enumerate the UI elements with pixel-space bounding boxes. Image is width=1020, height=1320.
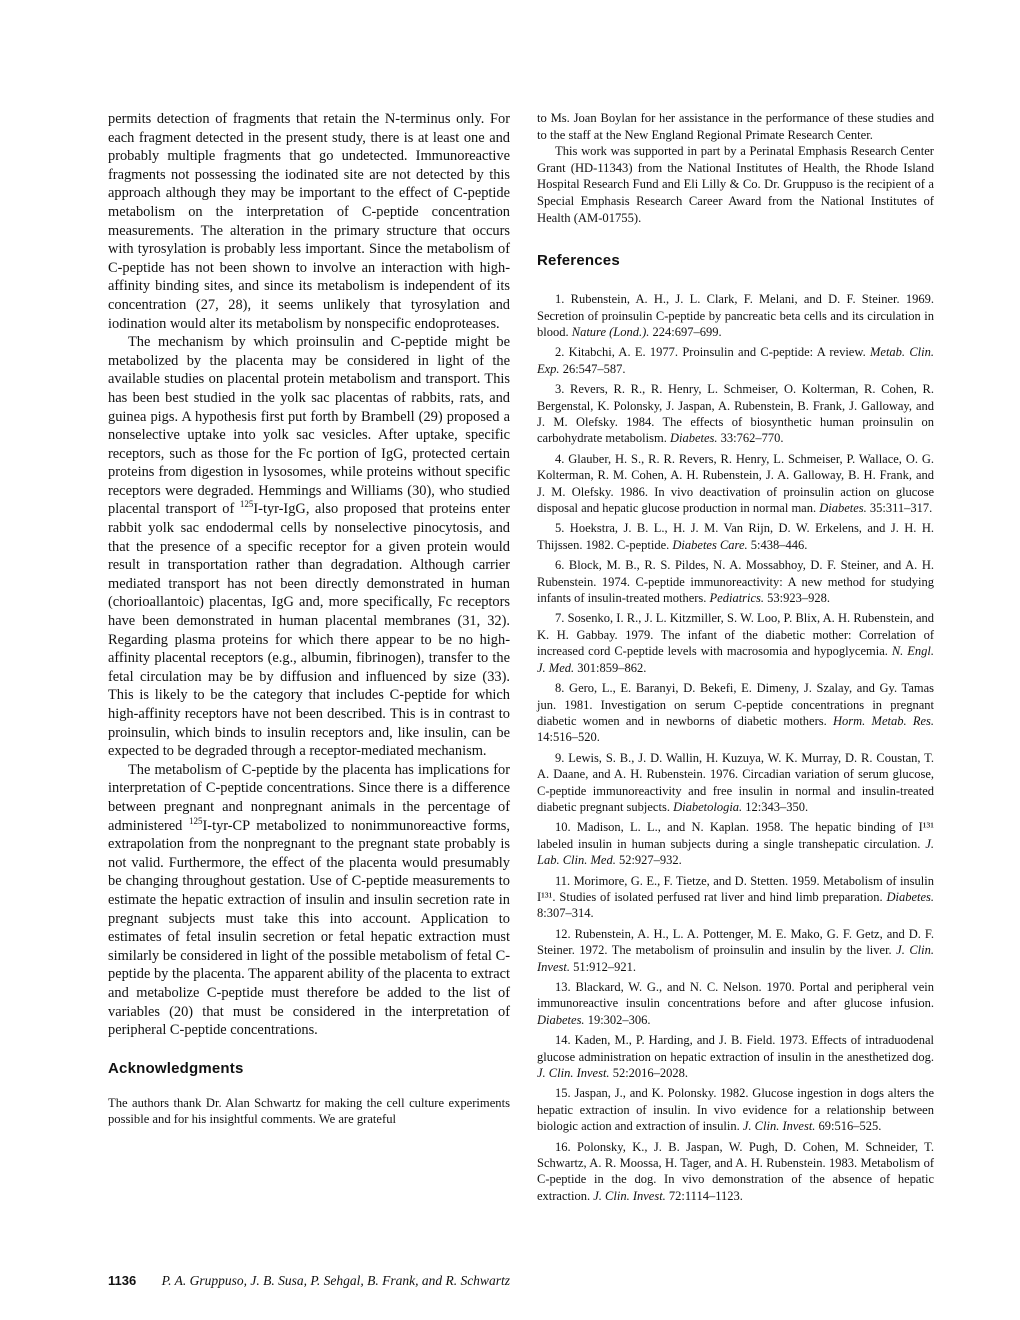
reference-text: 6. Block, M. B., R. S. Pildes, N. A. Mossabhoy, D. F. Steiner, and A. H. Rubenstein. 1974. C-peptide immunoreactivity: A new method for studying infants of insulin-treated mothers. <box>537 558 934 606</box>
citation-volume: 14:516–520. <box>537 730 600 745</box>
isotope-superscript: 125 <box>239 499 254 510</box>
citation-volume: 69:516–525. <box>815 1119 882 1134</box>
left-column <box>108 110 510 1128</box>
journal-name: Diabetes. <box>537 1012 585 1027</box>
reference-item <box>537 680 934 746</box>
journal-name: Nature (Lond.). <box>571 324 650 339</box>
reference-text: 3. Revers, R. R., R. Henry, L. Schmeiser, O. Kolterman, R. Cohen, R. Bergenstal, K. Polonsky, J. Jaspan, A. Rubenstein, B. Frank, J. Galloway, and J. M. Olefsky. 1984. The effects of biosynthetic human proinsulin on carbohydrate metabolism. <box>537 382 934 446</box>
reference-text: 8. Gero, L., E. Baranyi, D. Bekefi, E. Dimeny, J. Szalay, and Gy. Tamas jun. 1981. Investigation on serum C-peptide concentrations in pregnant diabetic women and in newborns of diabetic mothers. <box>537 681 934 728</box>
body-paragraph: permits detection of fragments that retain the N-terminus only. For each fragment detected in the present study, there is at least one and probably multiple fragments that go undetected. Immunoreactive fragments not possessing the iodinated site are not detected by this approach although they may be important to the effect of C-peptide metabolism on the interpretation of C-peptide concentration measurements. The alteration in the primary structure that occurs with tyrosylation is probably less important. Since the metabolism of C-peptide has not been shown to involve an interaction with high-affinity binding sites, and since its metabolism is independent of its concentration (27, 28), it seems unlikely that tyrosylation and iodination would alter its metabolism by nonspecific endoproteases. <box>108 111 510 332</box>
journal-name: Diabetes. <box>669 431 718 446</box>
journal-name: Metab. Clin. Exp. <box>537 345 934 376</box>
reference-item <box>537 557 934 606</box>
reference-list <box>537 291 934 1204</box>
journal-name: J. Clin. Invest. <box>537 943 934 974</box>
reference-item <box>537 451 934 517</box>
page-footer <box>108 1273 708 1289</box>
citation-volume: 53:923–928. <box>764 591 831 606</box>
citation-volume: 51:912–921. <box>569 959 636 974</box>
journal-name: Diabetes. <box>886 889 934 904</box>
reference-text: 13. Blackard, W. G., and N. C. Nelson. 1970. Portal and peripheral vein immunoreactive insulin concentrations before and after glucose infusion. <box>537 980 934 1011</box>
citation-volume: 8:307–314. <box>537 906 594 921</box>
running-authors: P. A. Gruppuso, J. B. Susa, P. Sehgal, B. Frank, and R. Schwartz <box>161 1273 510 1288</box>
acknowledgments-continued: to Ms. Joan Boylan for her assistance in the performance of these studies and to the staff at the New England Regional Primate Research Center. <box>537 111 934 142</box>
reference-text: 16. Polonsky, K., J. B. Jaspan, W. Pugh, D. Cohen, M. Schneider, T. Schwartz, A. R. Moossa, H. Tager, and A. H. Rubenstein. 1983. Metabolism of C-peptide in the dog. In vivo demonstration of the absence of hepatic extraction. <box>537 1139 934 1203</box>
journal-name: Diabetes. <box>819 501 867 516</box>
reference-text: 7. Sosenko, I. R., J. L. Kitzmiller, S. W. Loo, P. Blix, A. H. Rubenstein, and K. H. Gabbay. 1979. The infant of the diabetic mother: Correlation of increased cord C-peptide levels with macrosomia and hypoglycemia. <box>537 611 934 659</box>
journal-name: J. Lab. Clin. Med. <box>537 836 934 868</box>
reference-text: 14. Kaden, M., P. Harding, and J. B. Field. 1973. Effects of intraduodenal glucose administration on hepatic extraction of insulin in the anesthetized dog. <box>537 1033 934 1064</box>
acknowledgments-text: The authors thank Dr. Alan Schwartz for making the cell culture experiments possible and for his insightful comments. We are grateful <box>108 1095 510 1127</box>
reference-text: 2. Kitabchi, A. E. 1977. Proinsulin and C-peptide: A review. <box>555 345 870 360</box>
reference-text: 5. Hoekstra, J. B. L., H. J. M. Van Rijn, D. W. Erkelens, and J. H. H. Thijssen. 1982. C-peptide. <box>537 521 934 552</box>
citation-volume: 224:697–699. <box>649 324 722 339</box>
citation-volume: 33:762–770. <box>717 431 784 446</box>
journal-name: Horm. Metab. Res. <box>833 713 934 728</box>
paragraph-text: I-tyr-IgG, also proposed that proteins enter rabbit yolk sac endodermal cells by nonselective pinocytosis, and that the presence of a specific receptor for a given protein would result in transportation rather than degradation. Although carrier mediated transport has not been directly demonstrated in human (chorioallantoic) placentas, IgG and, more specifically, Fc receptors have been demonstrated in human placental membranes (31, 32). Regarding plasma proteins for which there appear to be no high-affinity placental receptors (e.g., albumin, fibrinogen), transfer to the fetal circulation may be by diffusion and influenced by size (33). This is likely to be the category that includes C-peptide for which high-affinity receptors have not been described. This is in contrast to proinsulin, which binds to insulin receptors and, like insulin, can be expected to be degraded through a receptor-mediated mechanism. <box>108 501 510 760</box>
paragraph-text: The metabolism of C-peptide by the placenta has implications for interpretation of C-peptide concentrations. Since there is a difference between pregnant and nonpregnant animals in the percentage of administered <box>108 761 510 834</box>
journal-name: J. Clin. Invest. <box>742 1119 816 1134</box>
citation-volume: 26:547–587. <box>559 361 626 376</box>
citation-volume: 52:927–932. <box>615 853 682 868</box>
journal-name: J. Clin. Invest. <box>537 1066 610 1081</box>
citation-volume: 52:2016–2028. <box>609 1066 689 1081</box>
citation-volume: 12:343–350. <box>742 799 809 814</box>
reference-item <box>537 926 934 975</box>
reference-item <box>537 819 934 868</box>
reference-item <box>537 1139 934 1205</box>
reference-item <box>537 979 934 1028</box>
right-column <box>537 110 934 1208</box>
reference-text: 11. Morimore, G. E., F. Tietze, and D. Stetten. 1959. Metabolism of insulin I¹³¹. Studies of isolated perfused rat liver and hind limb preparation. <box>537 873 934 904</box>
citation-volume: 301:859–862. <box>574 660 647 675</box>
isotope-superscript: 125 <box>188 815 203 826</box>
journal-name: Pediatrics. <box>709 591 765 606</box>
reference-item <box>537 291 934 340</box>
body-paragraph <box>108 333 510 761</box>
reference-item <box>537 750 934 816</box>
reference-item <box>537 1032 934 1081</box>
journal-name: Diabetes Care. <box>672 537 748 552</box>
reference-text: 1. Rubenstein, A. H., J. L. Clark, F. Melani, and D. F. Steiner. 1969. Secretion of proinsulin C-peptide by pancreatic beta cells and its circulation in blood. <box>537 292 934 339</box>
reference-text: 10. Madison, L. L., and N. Kaplan. 1958. The hepatic binding of I¹³¹ labeled insulin in human subjects during a single transhepatic circulation. <box>537 820 934 851</box>
citation-volume: 5:438–446. <box>747 537 808 552</box>
body-paragraph <box>108 761 510 1040</box>
reference-item <box>537 344 934 377</box>
reference-item <box>537 520 934 553</box>
acknowledgments-heading: Acknowledgments <box>108 1059 244 1077</box>
reference-text: 9. Lewis, S. B., J. D. Wallin, H. Kuzuya, W. K. Murray, D. R. Coustan, T. A. Daane, and A. H. Rubenstein. 1976. Circadian variation of serum glucose, C-peptide immunoreactivity and free insulin in normal and insulin-treated diabetic pregnant subjects. <box>537 750 934 814</box>
page-number: 1136 <box>108 1273 137 1288</box>
reference-text: 12. Rubenstein, A. H., L. A. Pottenger, M. E. Mako, G. F. Getz, and D. F. Steiner. 1972. The metabolism of proinsulin and insulin by the liver. <box>537 926 934 958</box>
paragraph-text: The mechanism by which proinsulin and C-peptide might be metabolized by the placenta may be considered in light of the available studies on placental protein metabolism and transport. This has been best studied in the yolk sac placentas of rabbits, rats, and guinea pigs. A hypothesis first put forth by Brambell (29) proposed a nonselective uptake into yolk sac vesicles. After uptake, specific receptors, such as those for the Fc portion of IgG, protected certain proteins from digestion in lysosomes, while proteins without specific receptors were degraded. Hemmings and Williams (30), who studied placental transport of <box>108 334 510 518</box>
reference-item <box>537 610 934 676</box>
journal-name: Diabetologia. <box>673 799 743 814</box>
reference-item <box>537 381 934 447</box>
citation-volume: 35:311–317. <box>866 501 933 516</box>
funding-statement: This work was supported in part by a Perinatal Emphasis Research Center Grant (HD-11343) from the National Institutes of Health, the Rhode Island Hospital Research Fund and Eli Lilly & Co. Dr. Gruppuso is the recipient of a Special Emphasis Research Career Award from the National Institutes of Health (AM-01755). <box>537 144 934 225</box>
citation-volume: 19:302–306. <box>584 1012 651 1027</box>
citation-volume: 72:1114–1123. <box>665 1188 743 1203</box>
reference-text: 4. Glauber, H. S., R. R. Revers, R. Henry, L. Schmeiser, P. Wallace, O. G. Kolterman, R. M. Cohen, A. H. Rubenstein, J. A. Galloway, B. H. Frank, and J. M. Olefsky. 1986. In vivo deactivation of proinsulin action on glucose disposal and hepatic glucose production in normal man. <box>537 451 934 516</box>
reference-item <box>537 1085 934 1134</box>
reference-item <box>537 873 934 922</box>
paragraph-text: I-tyr-CP metabolized to nonimmunoreactive forms, extrapolation from the nonpregnant to the pregnant state probably is not valid. Furthermore, the effect of the placenta would presumably be changing throughout gestation. Use of C-peptide measurements to estimate the hepatic extraction of insulin and insulin secretion rate in pregnant subjects must take this into account. Application to estimates of fetal insulin secretion or fetal hepatic extraction must similarly be considered in light of the possible metabolism of fetal C-peptide by the placenta. The apparent ability of the placenta to extract and metabolize C-peptide must therefore be added to the list of variables (20) that must be considered in the interpretation of peripheral C-peptide concentrations. <box>108 817 510 1039</box>
reference-text: 15. Jaspan, J., and K. Polonsky. 1982. Glucose ingestion in dogs alters the hepatic extraction of insulin. In vivo evidence for a relationship between biologic action and extraction of insulin. <box>537 1086 934 1134</box>
journal-name: J. Clin. Invest. <box>593 1188 666 1203</box>
references-heading: References <box>537 252 620 270</box>
journal-name: N. Engl. J. Med. <box>537 644 934 675</box>
